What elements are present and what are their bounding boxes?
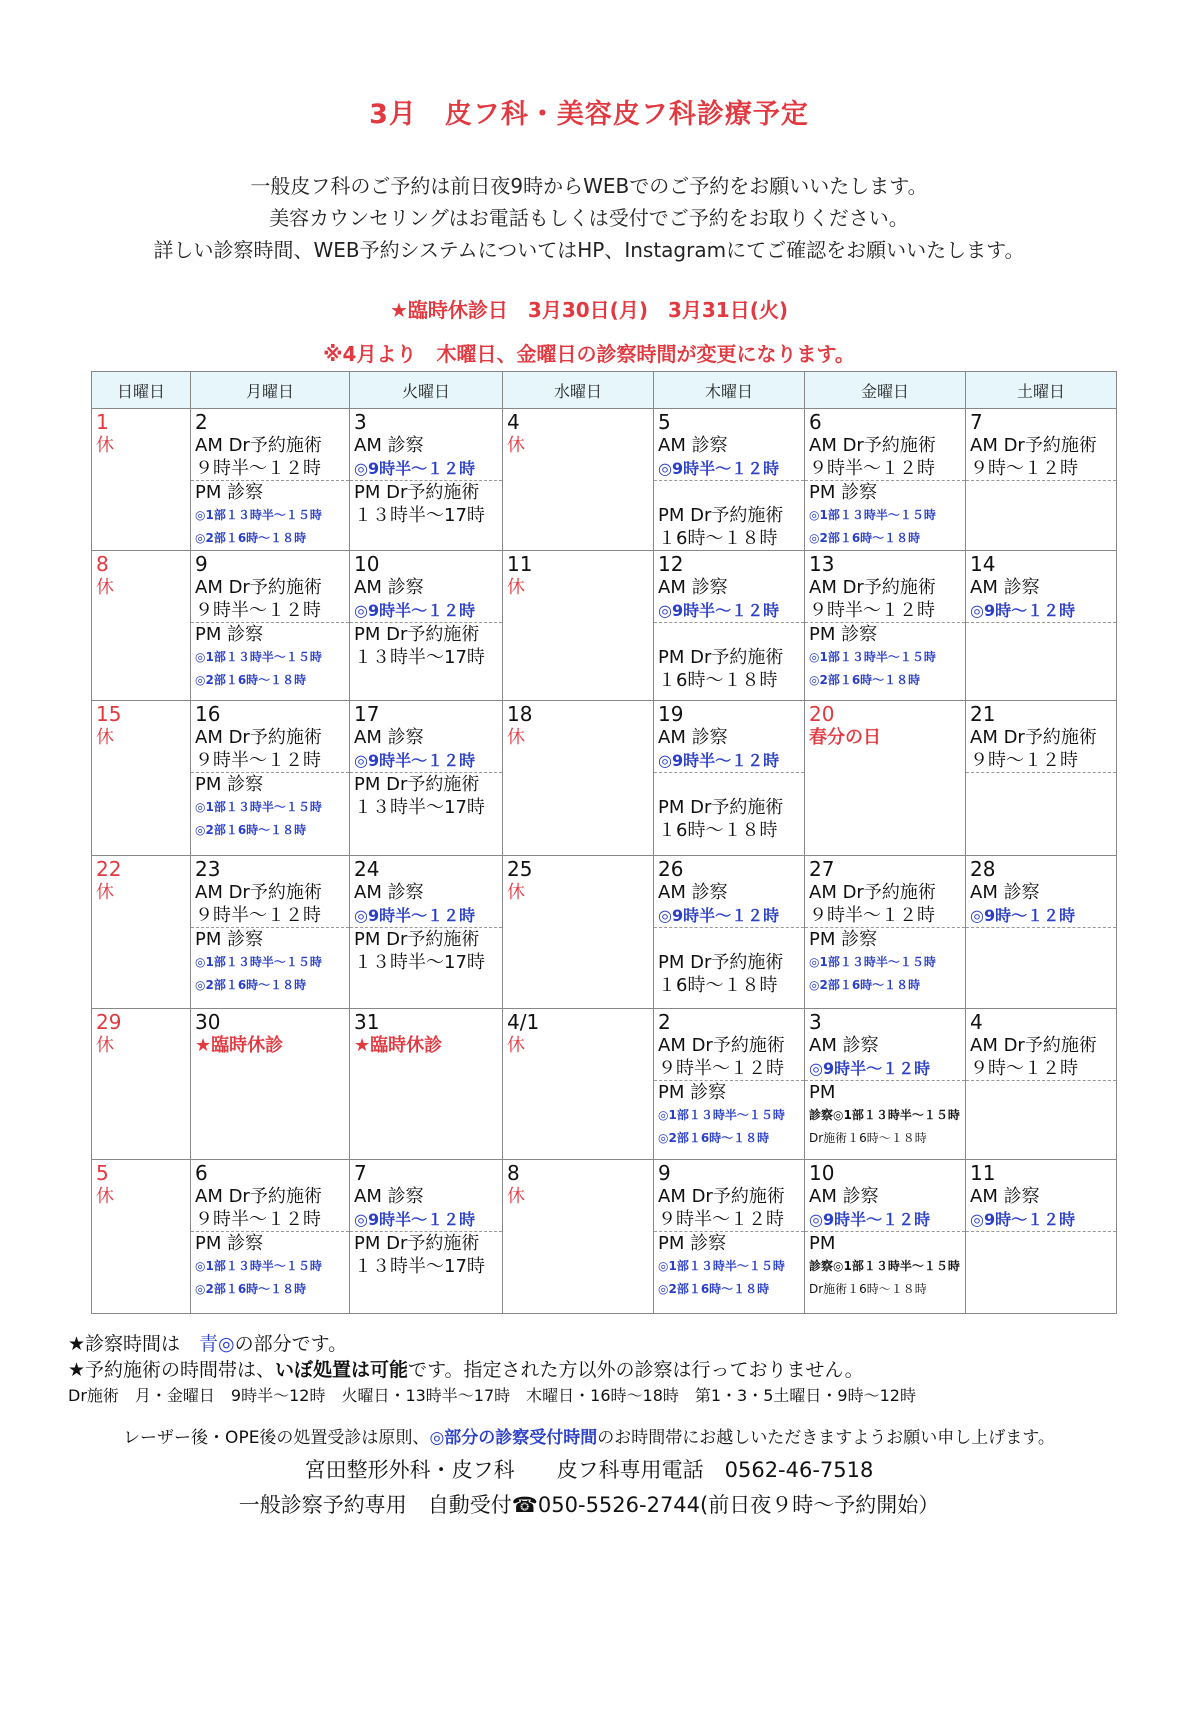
day-cell: [805, 856, 966, 1009]
am-time: ９時半～１２時: [195, 750, 321, 771]
am-label: AM 診察: [658, 435, 728, 456]
footer-text: レーザー後・OPE後の処置受診は原則、: [123, 1428, 430, 1448]
closed-label: 休: [96, 577, 114, 598]
day-cell: [92, 1160, 191, 1314]
day-cell: [503, 701, 654, 856]
day-cell: [350, 409, 503, 551]
pm-time: ◎1部１３時半～１５時: [195, 800, 322, 814]
am-label: AM Dr予約施術: [195, 577, 322, 598]
am-label: AM Dr予約施術: [658, 1186, 785, 1207]
page-title: 3月 皮フ科・美容皮フ科診療予定: [369, 99, 809, 130]
pm-time: ◎1部１３時半～１５時: [195, 650, 322, 664]
am-label: AM 診察: [970, 577, 1040, 598]
am-label: AM 診察: [658, 727, 728, 748]
day-cell: [966, 1160, 1117, 1314]
pm-time: １３時半～17時: [354, 647, 485, 668]
day-cell: [503, 856, 654, 1009]
am-time: ◎9時半～１２時: [658, 906, 780, 925]
footer-text: の部分です。: [234, 1333, 348, 1355]
day-number: 4: [970, 1010, 983, 1034]
day-cell: [966, 856, 1117, 1009]
pm-label: PM 診察: [658, 1233, 727, 1254]
closed-label: 休: [507, 1035, 525, 1056]
day-cell: [966, 701, 1117, 856]
am-time: ９時半～１２時: [195, 1209, 321, 1230]
week-row: [92, 551, 1117, 701]
am-label: AM Dr予約施術: [809, 435, 936, 456]
pm-label: PM 診察: [195, 482, 264, 503]
am-label: AM Dr予約施術: [195, 882, 322, 903]
day-number: 11: [970, 1161, 996, 1185]
pm-time: ◎1部１３時半～１５時: [195, 1259, 322, 1273]
day-number: 10: [354, 552, 380, 576]
day-number: 27: [809, 857, 835, 881]
day-number: 30: [195, 1010, 221, 1034]
day-number: 7: [354, 1161, 367, 1185]
am-time: ◎9時～１２時: [970, 1210, 1076, 1229]
closed-label: 休: [507, 727, 525, 748]
pm-time: ◎2部１6時～１８時: [658, 1282, 770, 1296]
weekday-header: 月曜日: [191, 372, 350, 409]
intro-text: [0, 170, 1178, 266]
pm-time: ◎1部１３時半～１５時: [195, 508, 322, 522]
footer-text: です。指定された方以外の診察は行っておりません。: [408, 1359, 864, 1381]
day-number: 4/1: [507, 1010, 540, 1034]
day-number: 26: [658, 857, 684, 881]
pm-time: ◎2部１6時～１８時: [195, 823, 307, 837]
pm-label: PM 診察: [809, 929, 878, 950]
aftercare-note: [0, 1423, 1178, 1448]
am-time: ◎9時半～１２時: [809, 1210, 931, 1229]
am-label: AM Dr予約施術: [195, 1186, 322, 1207]
day-number: 28: [970, 857, 996, 881]
pm-label: PM 診察: [195, 774, 264, 795]
am-time: ９時～１２時: [970, 750, 1078, 771]
day-cell: [191, 1009, 350, 1160]
am-time: ◎9時～１２時: [970, 906, 1076, 925]
day-cell: [92, 856, 191, 1009]
day-cell: [966, 551, 1117, 701]
day-number: 24: [354, 857, 380, 881]
intro-line: 美容カウンセリングはお電話もしくは受付でご予約をお取りください。: [269, 206, 909, 230]
day-number: 11: [507, 552, 533, 576]
day-cell: [805, 409, 966, 551]
day-cell: [191, 409, 350, 551]
day-number: 23: [195, 857, 221, 881]
day-cell: [92, 701, 191, 856]
pm-label: PM Dr予約施術: [354, 774, 480, 795]
am-time: ９時半～１２時: [195, 905, 321, 926]
closed-label: 休: [96, 1186, 114, 1207]
day-cell: [191, 856, 350, 1009]
day-number: 6: [809, 410, 822, 434]
pm-time: ◎2部１6時～１８時: [195, 531, 307, 545]
day-number: 3: [354, 410, 367, 434]
day-number: 10: [809, 1161, 835, 1185]
day-cell: [191, 701, 350, 856]
day-number: 15: [96, 702, 122, 726]
intro-line: 詳しい診察時間、WEB予約システムについてはHP、Instagramにてご確認をお願いいたします。: [153, 238, 1025, 262]
day-cell: [350, 701, 503, 856]
am-time: ◎9時半～１２時: [354, 1210, 476, 1229]
pm-label: PM: [809, 1082, 836, 1103]
day-number: 4: [507, 410, 520, 434]
day-cell: [966, 409, 1117, 551]
pm-time: １３時半～17時: [354, 952, 485, 973]
pm-time: １３時半～17時: [354, 505, 485, 526]
day-cell: [654, 1009, 805, 1160]
day-cell: [350, 1160, 503, 1314]
footer-highlight: ◎部分の診察受付時間: [429, 1428, 598, 1448]
day-cell: [654, 701, 805, 856]
am-label: AM Dr予約施術: [809, 882, 936, 903]
closed-label: 休: [507, 882, 525, 903]
footer-text: ★予約施術の時間帯は、: [68, 1359, 276, 1381]
day-number: 2: [658, 1010, 671, 1034]
am-time: ９時半～１２時: [809, 458, 935, 479]
pm-label: PM Dr予約施術: [658, 952, 784, 973]
am-time: ◎9時半～１２時: [354, 601, 476, 620]
am-label: AM Dr予約施術: [658, 1035, 785, 1056]
am-time: ９時半～１２時: [809, 905, 935, 926]
day-cell: [92, 551, 191, 701]
pm-label: PM: [809, 1233, 836, 1254]
pm-label: PM Dr予約施術: [658, 797, 784, 818]
am-time: ◎9時半～１２時: [658, 459, 780, 478]
pm-label: PM Dr予約施術: [658, 647, 784, 668]
pm-time: 診察◎1部１３時半～１５時: [809, 1259, 960, 1273]
am-label: AM Dr予約施術: [195, 435, 322, 456]
day-number: 2: [195, 410, 208, 434]
week-row: [92, 856, 1117, 1009]
am-time: ９時半～１２時: [658, 1058, 784, 1079]
temp-closed-label: ★臨時休診: [195, 1035, 284, 1056]
week-row: [92, 409, 1117, 551]
footer-note: Dr施術 月・金曜日 9時半～12時 火曜日・13時半～17時 木曜日・16時～18時 第1・3・5土曜日・9時～12時: [68, 1386, 916, 1405]
day-number: 25: [507, 857, 533, 881]
temporary-closure-notice: ★臨時休診日 3月30日(月) 3月31日(火): [390, 298, 788, 322]
day-cell: [503, 1009, 654, 1160]
pm-time: ◎2部１6時～１８時: [809, 531, 921, 545]
day-cell: [350, 1009, 503, 1160]
pm-label: PM Dr予約施術: [354, 929, 480, 950]
am-label: AM 診察: [809, 1035, 879, 1056]
day-cell: [654, 856, 805, 1009]
day-cell: [503, 409, 654, 551]
am-label: AM Dr予約施術: [809, 577, 936, 598]
day-number: 8: [96, 552, 109, 576]
holiday-label: 春分の日: [809, 727, 881, 748]
am-label: AM Dr予約施術: [970, 727, 1097, 748]
day-cell: [350, 856, 503, 1009]
footer-text: のお時間帯にお越しいただきますようお願い申し上げます。: [597, 1428, 1055, 1448]
weekday-header: 水曜日: [503, 372, 654, 409]
intro-line: 一般皮フ科のご予約は前日夜9時からWEBでのご予約をお願いいたします。: [250, 174, 928, 198]
am-label: AM 診察: [354, 882, 424, 903]
pm-label: PM 診察: [809, 482, 878, 503]
am-time: ◎9時半～１２時: [658, 751, 780, 770]
am-label: AM Dr予約施術: [195, 727, 322, 748]
day-number: 9: [658, 1161, 671, 1185]
footer-notes: [68, 1331, 916, 1409]
week-row: [92, 1160, 1117, 1314]
pm-label: PM 診察: [195, 1233, 264, 1254]
schedule-change-notice: ※4月より 木曜日、金曜日の診察時間が変更になります。: [323, 342, 855, 366]
am-time: ◎9時～１２時: [970, 601, 1076, 620]
footer-text: ★診察時間は: [68, 1333, 200, 1355]
day-cell: [654, 1160, 805, 1314]
day-number: 5: [658, 410, 671, 434]
day-cell: [503, 1160, 654, 1314]
day-number: 9: [195, 552, 208, 576]
am-label: AM Dr予約施術: [970, 435, 1097, 456]
day-number: 3: [809, 1010, 822, 1034]
am-label: AM 診察: [354, 577, 424, 598]
day-cell: [92, 409, 191, 551]
pm-label: PM 診察: [809, 624, 878, 645]
closed-label: 休: [507, 577, 525, 598]
clinic-phone: 宮田整形外科・皮フ科 皮フ科専用電話 0562-46-7518: [304, 1458, 874, 1482]
closed-label: 休: [96, 882, 114, 903]
pm-time: ◎2部１6時～１８時: [195, 978, 307, 992]
day-number: 13: [809, 552, 835, 576]
am-label: AM 診察: [970, 882, 1040, 903]
day-cell: [805, 551, 966, 701]
pm-time: ◎2部１6時～１８時: [809, 673, 921, 687]
day-cell: [805, 1009, 966, 1160]
pm-label: PM Dr予約施術: [354, 482, 480, 503]
pm-time: １３時半～17時: [354, 797, 485, 818]
pm-label: PM Dr予約施術: [354, 1233, 480, 1254]
pm-time: ◎2部１6時～１８時: [658, 1131, 770, 1145]
day-cell: [191, 551, 350, 701]
pm-time: １6時～１８時: [658, 820, 778, 841]
closed-label: 休: [507, 435, 525, 456]
schedule-calendar: [91, 371, 1117, 1314]
day-cell: [966, 1009, 1117, 1160]
week-row: [92, 701, 1117, 856]
pm-label: PM 診察: [195, 929, 264, 950]
am-label: AM 診察: [354, 727, 424, 748]
day-cell: [350, 551, 503, 701]
day-number: 29: [96, 1010, 122, 1034]
day-number: 14: [970, 552, 996, 576]
pm-time: Dr施術１6時～１８時: [809, 1131, 927, 1145]
closed-label: 休: [96, 435, 114, 456]
am-time: ◎9時半～１２時: [809, 1059, 931, 1078]
am-label: AM 診察: [970, 1186, 1040, 1207]
closed-label: 休: [507, 1186, 525, 1207]
day-number: 21: [970, 702, 996, 726]
am-time: ９時～１２時: [970, 1058, 1078, 1079]
am-label: AM 診察: [809, 1186, 879, 1207]
pm-label: PM 診察: [195, 624, 264, 645]
footer-note: [68, 1357, 916, 1383]
am-time: ◎9時半～１２時: [354, 459, 476, 478]
day-number: 22: [96, 857, 122, 881]
am-time: ９時～１２時: [970, 458, 1078, 479]
pm-time: ◎1部１３時半～１５時: [809, 508, 936, 522]
day-number: 8: [507, 1161, 520, 1185]
temp-closed-label: ★臨時休診: [354, 1035, 443, 1056]
day-number: 31: [354, 1010, 380, 1034]
footer-note: [68, 1331, 916, 1357]
day-number: 17: [354, 702, 380, 726]
am-time: ９時半～１２時: [195, 600, 321, 621]
closed-label: 休: [96, 727, 114, 748]
day-cell: [805, 1160, 966, 1314]
day-number: 19: [658, 702, 684, 726]
pm-time: ◎1部１３時半～１５時: [658, 1108, 785, 1122]
pm-label: PM Dr予約施術: [658, 505, 784, 526]
day-number: 18: [507, 702, 533, 726]
pm-label: PM 診察: [658, 1082, 727, 1103]
weekday-header: 日曜日: [92, 372, 191, 409]
pm-label: PM Dr予約施術: [354, 624, 480, 645]
pm-time: ◎1部１３時半～１５時: [809, 955, 936, 969]
am-label: AM 診察: [354, 435, 424, 456]
am-time: ◎9時半～１２時: [354, 906, 476, 925]
weekday-header: 土曜日: [966, 372, 1117, 409]
day-number: 1: [96, 410, 109, 434]
pm-time: ◎1部１３時半～１５時: [658, 1259, 785, 1273]
day-cell: [805, 701, 966, 856]
am-label: AM 診察: [658, 577, 728, 598]
am-label: AM 診察: [658, 882, 728, 903]
day-number: 20: [809, 702, 835, 726]
pm-time: ◎2部１6時～１８時: [195, 1282, 307, 1296]
pm-time: １３時半～17時: [354, 1256, 485, 1277]
day-number: 6: [195, 1161, 208, 1185]
day-number: 16: [195, 702, 221, 726]
weekday-header: 木曜日: [654, 372, 805, 409]
day-cell: [191, 1160, 350, 1314]
am-label: AM Dr予約施術: [970, 1035, 1097, 1056]
am-time: ９時半～１２時: [809, 600, 935, 621]
pm-time: １6時～１８時: [658, 528, 778, 549]
closed-label: 休: [96, 1035, 114, 1056]
am-time: ９時半～１２時: [658, 1209, 784, 1230]
am-label: AM 診察: [354, 1186, 424, 1207]
footer-highlight: いぼ処置は可能: [275, 1359, 409, 1381]
weekday-header: 金曜日: [805, 372, 966, 409]
day-cell: [654, 551, 805, 701]
day-number: 12: [658, 552, 684, 576]
day-cell: [654, 409, 805, 551]
booking-phone: 一般診察予約専用 自動受付☎050-5526-2744(前日夜９時～予約開始）: [238, 1493, 940, 1517]
pm-time: １6時～１８時: [658, 670, 778, 691]
footer-highlight: 青◎: [199, 1333, 235, 1355]
pm-time: ◎1部１３時半～１５時: [809, 650, 936, 664]
weekday-header-row: [92, 372, 1117, 409]
pm-time: ◎1部１３時半～１５時: [195, 955, 322, 969]
pm-time: ◎2部１6時～１８時: [809, 978, 921, 992]
pm-time: １6時～１８時: [658, 975, 778, 996]
am-time: ◎9時半～１２時: [658, 601, 780, 620]
pm-time: 診察◎1部１３時半～１５時: [809, 1108, 960, 1122]
day-cell: [92, 1009, 191, 1160]
day-number: 7: [970, 410, 983, 434]
pm-time: ◎2部１6時～１８時: [195, 673, 307, 687]
am-time: ◎9時半～１２時: [354, 751, 476, 770]
day-number: 5: [96, 1161, 109, 1185]
pm-time: Dr施術１6時～１８時: [809, 1282, 927, 1296]
weekday-header: 火曜日: [350, 372, 503, 409]
am-time: ９時半～１２時: [195, 458, 321, 479]
week-row: [92, 1009, 1117, 1160]
day-cell: [503, 551, 654, 701]
